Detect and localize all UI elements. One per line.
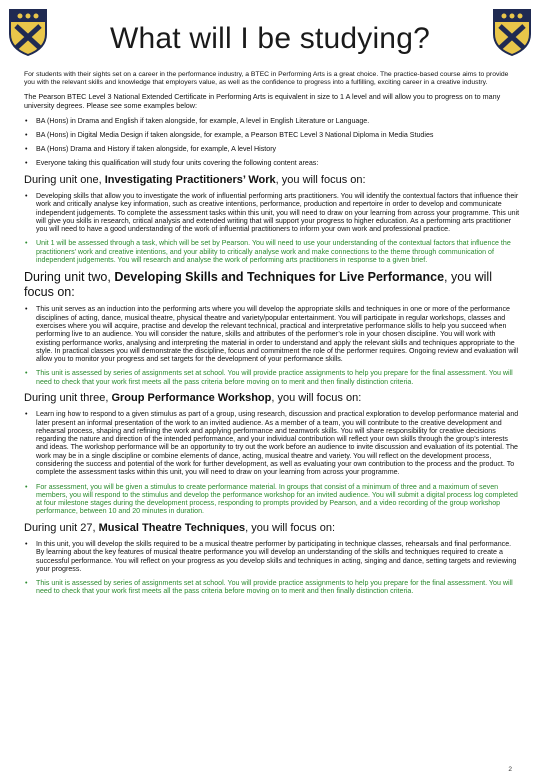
list-item: • Everyone taking this qualification will study four units covering the following content areas: — [24, 159, 520, 167]
assessment-item: • For assessment, you will be given a stimulus to create performance material. In groups that consist of a minimum of three and a maximum of seven members, you will respond to the stimulus and develop the performance workshop for an invited audience. You will submit a digital process log completed at four milestone stages during the development process, responding to prompts provided by Pearson, and a video recording of the group workshop performance, between 10 and 20 minutes in duration. — [24, 483, 520, 516]
assessment-item: • Unit 1 will be assessed through a task, which will be set by Pearson. You will need to use your understanding of the contextual factors that influence the practitioners’ work and creative intentions, and your ability to critically analyse work and make connections to the theme through communication of independent judgements. You will research and analyse the work of performing arts practitioners in response to a given brief. — [24, 239, 520, 264]
list-item: • Developing skills that allow you to investigate the work of influential performing arts practitioners. You will identify the contextual factors that influence their work and critically analyse key information, such as creative intentions, performance, production and repertoire in order to develop and communicate independent judgements. To complete the assessment tasks within this unit, you will need to draw on your learning from across your programme. This unit will give you skills in research, critical analysis and extended writing that will support your progress to higher education. As a performing arts practitioner you will need to have a good understanding of the work of influential practitioners to inform your own work and professional practice. — [24, 192, 520, 233]
unit-points-list — [24, 540, 520, 596]
page-title: What will I be studying? — [110, 22, 430, 55]
page-number: 2 — [508, 766, 512, 773]
unit-heading: During unit three, Group Performance Workshop, you will focus on: — [24, 392, 362, 405]
unit-name: Developing Skills and Techniques for Live Performance — [114, 270, 445, 285]
list-item: • BA (Hons) in Drama and English if taken alongside, for example, A level in English Literature or Language. — [24, 117, 520, 125]
unit-heading: During unit 27, Musical Theatre Techniques, you will focus on: — [24, 521, 335, 534]
btec-paragraph: The Pearson BTEC Level 3 National Extended Certificate in Performing Arts is equivalent in size to 1 A level and will allow you to progress on to many university degrees. Please see some examples below: — [24, 92, 501, 110]
list-item: • BA (Hons) in Digital Media Design if taken alongside, for example, a Pearson BTEC Level 3 National Diploma in Media Studies — [24, 131, 520, 139]
unit-points-list — [24, 192, 520, 264]
document-body — [24, 71, 520, 602]
intro-paragraph: For students with their sights set on a career in the performance industry, a BTEC in Performing Arts is a great choice. The practice-based course aims to provide you with the relevant skills and knowledge that employers value, as well as the confidence to progress into a fulfilling, exciting career in a creative industry. — [24, 71, 509, 87]
unit-name: Investigating Practitioners’ Work — [104, 173, 276, 186]
unit-points-list — [24, 410, 520, 516]
degree-examples-list — [24, 117, 520, 168]
unit-heading: During unit one, Investigating Practitioners’ Work, you will focus on: — [24, 173, 366, 186]
unit-name: Musical Theatre Techniques — [98, 521, 246, 534]
list-item: • Learn ing how to respond to a given stimulus as part of a group, using research, discussion and practical exploration to develop performance material and later present an informal presentation of the work to an invited audience. As a member of a team, you will contribute to the creative development and rehearsal process, shaping and refining the work and applying performance and teamwork skills. You will share responsibility for creative decisions regarding the nature and direction of the intended performance, and your individual contribution will reflect your own skills through the group’s interests and ideas. The workshop performance will be an opportunity to try out the work before an audience to invite discussion and evaluation of its potential. The work may be in a single discipline or combine elements of dance, acting, musical theatre and variety. You will reflect on the development process, considering the success and potential of the work for further development, as well as evaluating your own contribution to the process and the product. To complete the assessment tasks within this unit, you will need to draw on your learning from across your programme. — [24, 410, 520, 476]
unit-name: Group Performance Workshop — [111, 392, 272, 405]
list-item: • This unit serves as an induction into the performing arts where you will develop the appropriate skills and techniques in one or more of the performance disciplines of acting, dance, musical theatre, physical theatre and variety/popular entertainment. You will participate in regular workshops, classes and exercises where you will acquire, practise and develop the relevant technical, practical and interpretative performance skills to help you succeed when performing live to an audience. You will consider the nature, skills and attributes of the performer’s role in your chosen discipline. You will work with existing performance works, analysing and interpreting the material in order to understand and apply the relevant skills and techniques appropriate to the style. In practical classes you will demonstrate the discipline, focus and commitment the role of the performer requires. Ongoing review and evaluation will allow you to monitor your progress and set targets for the development of your performance skills. — [24, 305, 520, 363]
assessment-item: • This unit is assessed by series of assignments set at school. You will provide practice assignments to help you prepare for the final assessment. You will need to check that your work first meets all the pass criteria before moving on to merit and then finally distinction criteria. — [24, 369, 520, 386]
list-item: • In this unit, you will develop the skills required to be a musical theatre performer by participating in technique classes, rehearsals and final performance. By learning about the key features of musical theatre performance you will develop an understanding of the skills and techniques required to create a successful performance. You will reflect on your progress as you develop skills and techniques in acting, singing and dance, setting targets and reviewing your progress. — [24, 540, 520, 573]
list-item: • BA (Hons) Drama and History if taken alongside, for example, A level History — [24, 145, 520, 153]
unit-points-list — [24, 305, 520, 386]
assessment-item: • This unit is assessed by series of assignments set at school. You will provide practice assignments to help you prepare for the final assessment. You will need to check that your work first meets all the pass criteria before moving on to merit and then finally distinction criteria. — [24, 579, 520, 596]
unit-heading: During unit two, Developing Skills and Techniques for Live Performance, you will focus on: — [24, 270, 492, 300]
